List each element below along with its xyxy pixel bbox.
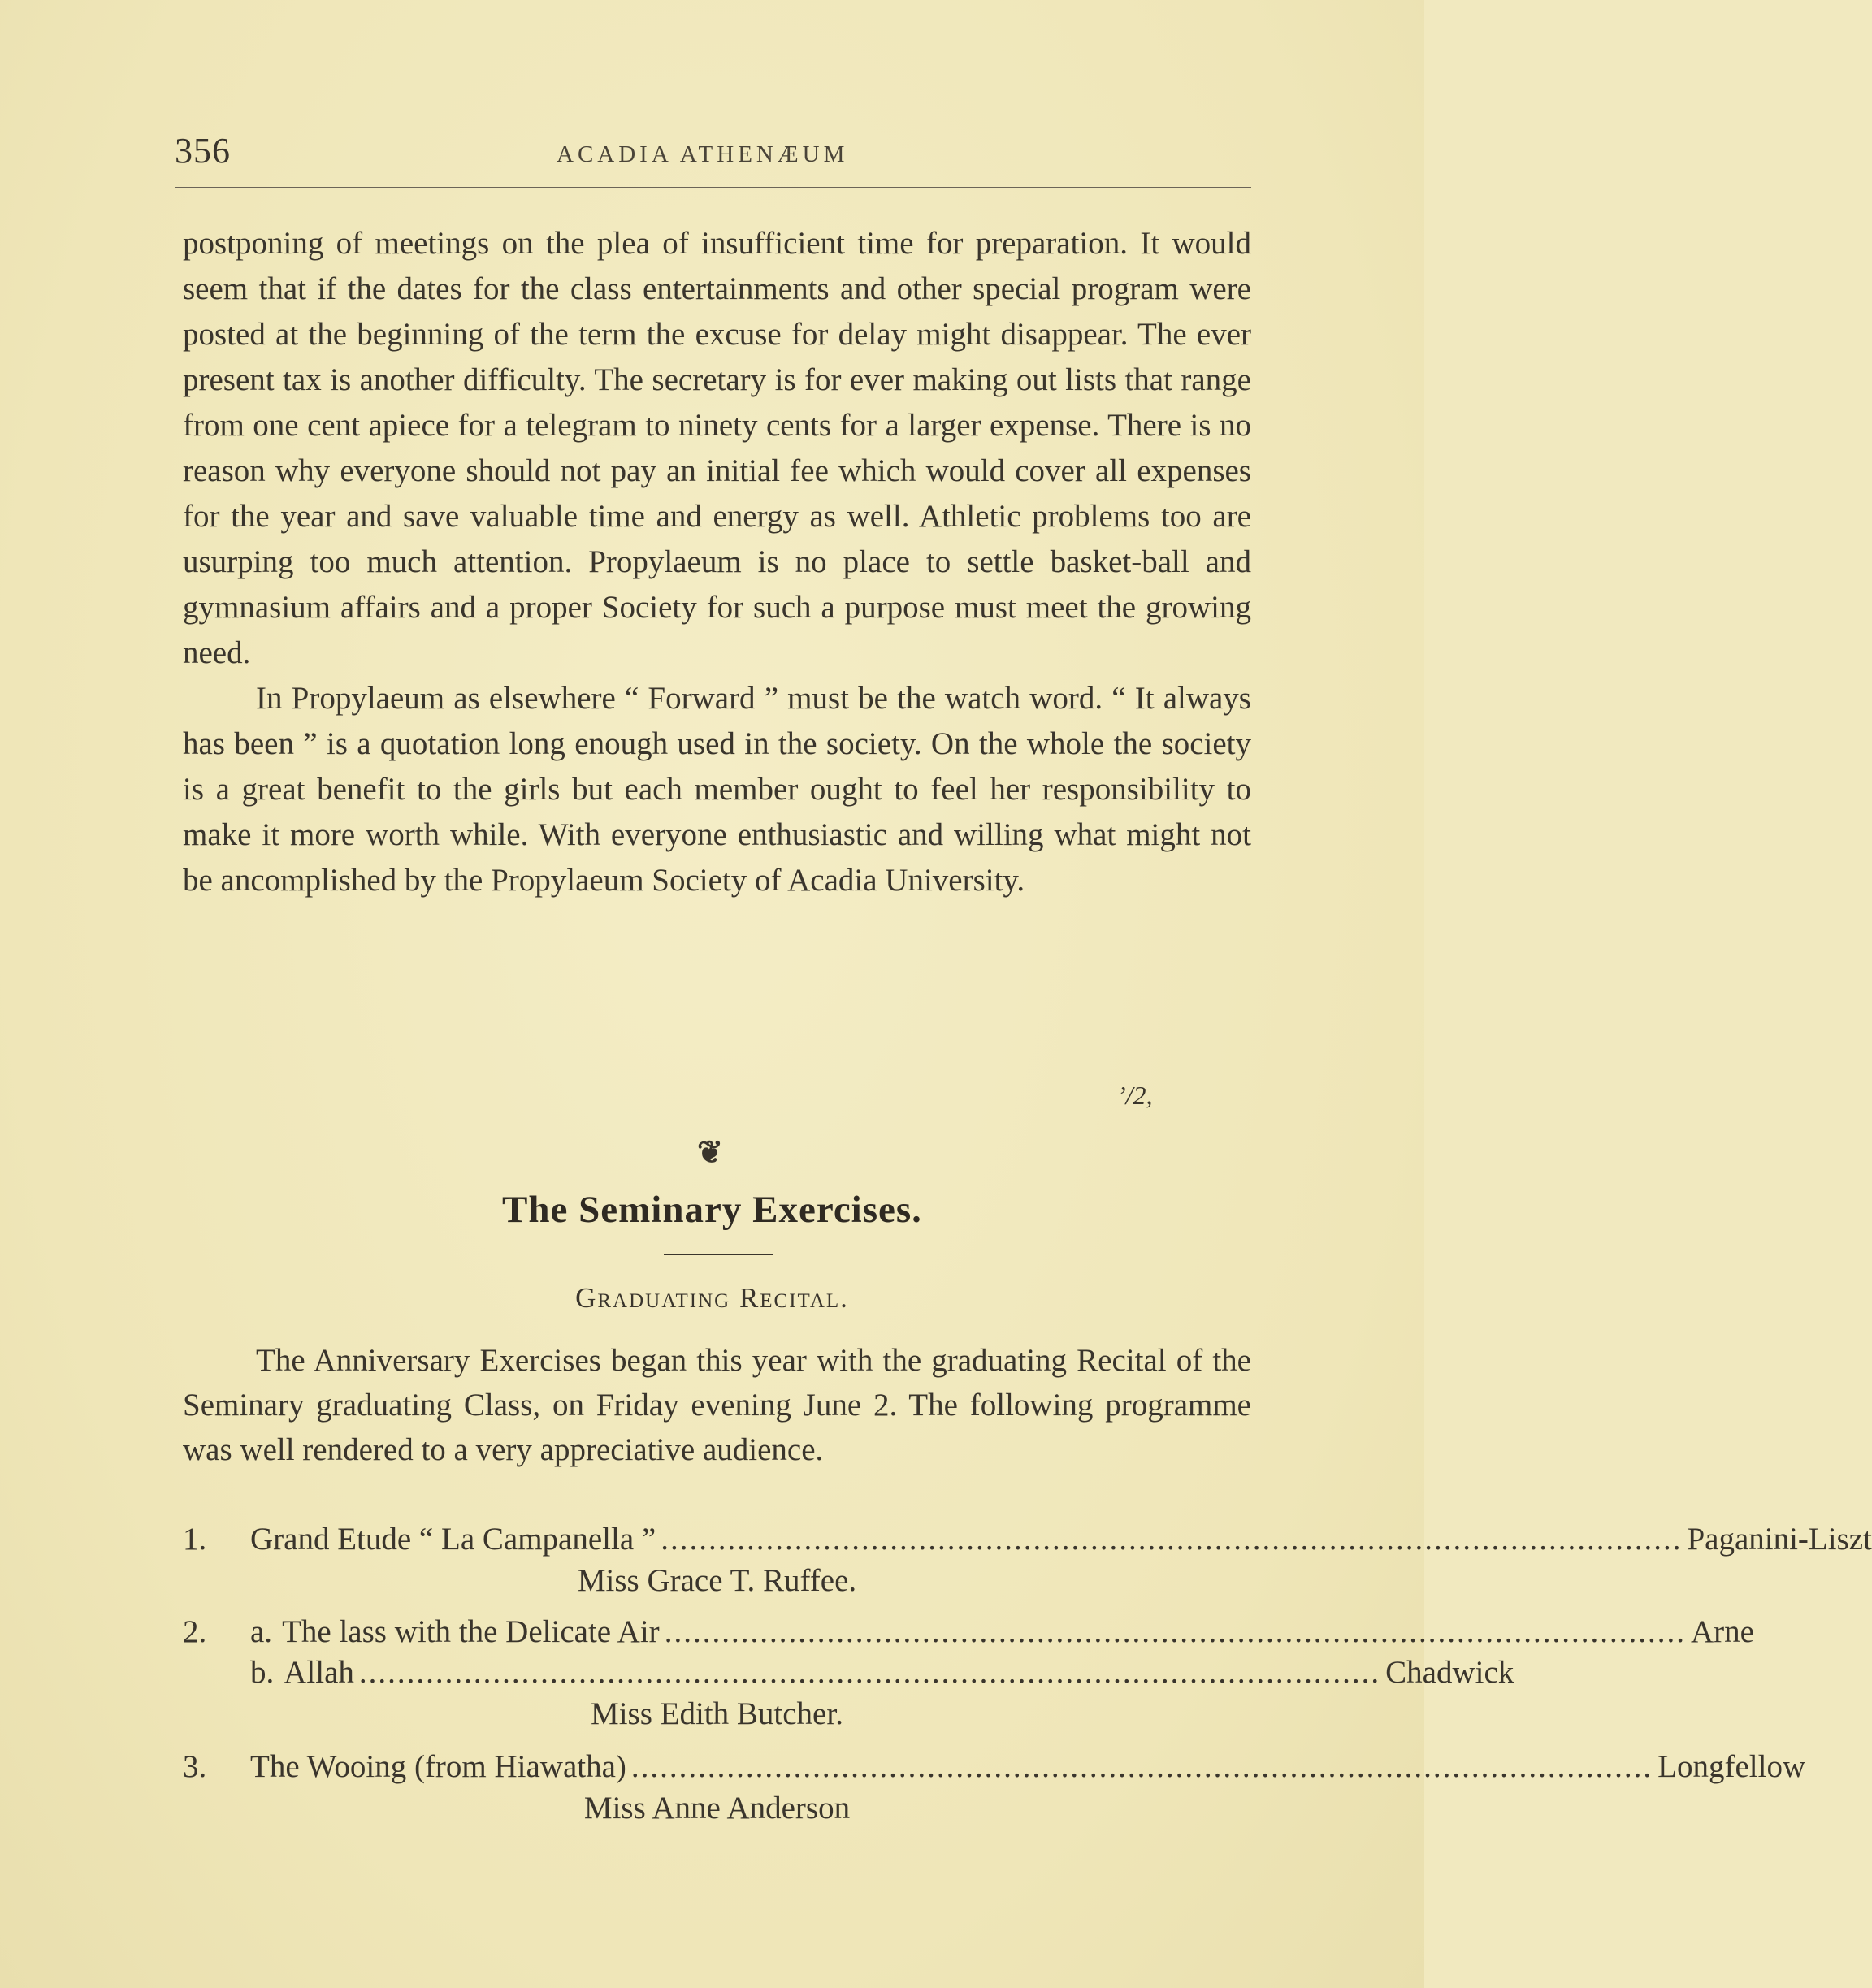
dot-leader: ........................................................................................................... xyxy=(661,1522,1683,1557)
dot-leader: ........................................................................................................... xyxy=(630,1749,1653,1784)
paragraph: postponing of meetings on the plea of insufficient time for preparation. It would seem that if the dates for the class entertainments and other special program were posted at the beginning of the term the excuse for delay might disappear. The ever present tax is another difficulty. The secretary is for ever making out lists that range from one cent apiece for a telegram to ninety cents for a larger expense. There is no reason why everyone should not pay an initial fee which would cover all expenses for the year and save valuable time and energy as well. Athletic problems too are usurping too much attention. Propylaeum is no place to settle basket-ball and gymnasium affairs and a proper Society for such a purpose must meet the growing need. xyxy=(183,226,1251,670)
piece-title: Allah xyxy=(284,1655,354,1690)
recital-intro xyxy=(183,1338,1251,1472)
composer: Paganini-Liszt xyxy=(1687,1522,1872,1557)
header-rule xyxy=(175,187,1251,188)
title-rule xyxy=(664,1254,774,1255)
programme-list xyxy=(183,1521,1872,1831)
item-number: 2. xyxy=(183,1614,207,1649)
item-number: 3. xyxy=(183,1749,207,1784)
programme-item xyxy=(183,1654,1514,1695)
piece-title: The lass with the Delicate Air xyxy=(282,1614,660,1649)
article-body xyxy=(183,221,1251,903)
ornament-icon: ❦ xyxy=(697,1136,723,1170)
paragraph: In Propylaeum as elsewhere “ Forward ” must be the watch word. “ It always has been ” is a quotation long enough used in the society. On the whole the society is a great benefit to the girls but each member ought to feel her responsibility to make it more worth while. With everyone enthusiastic and willing what might not be ancomplished by the Propylaeum Society of Acadia University. xyxy=(183,681,1251,898)
running-head: ACADIA ATHENÆUM xyxy=(557,141,849,167)
author-signature: ’/2, xyxy=(1117,1081,1153,1110)
programme-item xyxy=(183,1613,1754,1654)
page-number: 356 xyxy=(175,131,231,171)
piece-marker: b. xyxy=(250,1655,275,1690)
composer: Longfellow xyxy=(1658,1749,1806,1784)
performer: Miss Grace T. Ruffee. xyxy=(577,1563,857,1598)
dot-leader: ........................................................................................................... xyxy=(664,1614,1686,1649)
piece-title: The Wooing (from Hiawatha) xyxy=(250,1749,626,1784)
section-title: The Seminary Exercises. xyxy=(502,1189,922,1231)
page-header xyxy=(175,122,1251,195)
performer: Miss Edith Butcher. xyxy=(591,1696,843,1731)
composer: Arne xyxy=(1690,1614,1754,1649)
dot-leader: ........................................................................................................... xyxy=(358,1655,1381,1690)
piece-title: Grand Etude “ La Campanella ” xyxy=(250,1522,656,1557)
piece-marker: a. xyxy=(250,1614,273,1649)
programme-item xyxy=(183,1748,1806,1789)
paragraph: The Anniversary Exercises began this year with the graduating Recital of the Seminary graduating Class, on Friday evening June 2. The following programme was well rendered to a very appreciative audience. xyxy=(183,1343,1251,1467)
subheading: Graduating Recital. xyxy=(575,1282,849,1314)
item-number: 1. xyxy=(183,1522,207,1557)
composer: Chadwick xyxy=(1385,1655,1514,1690)
performer: Miss Anne Anderson xyxy=(583,1791,851,1826)
programme-item xyxy=(183,1521,1872,1561)
